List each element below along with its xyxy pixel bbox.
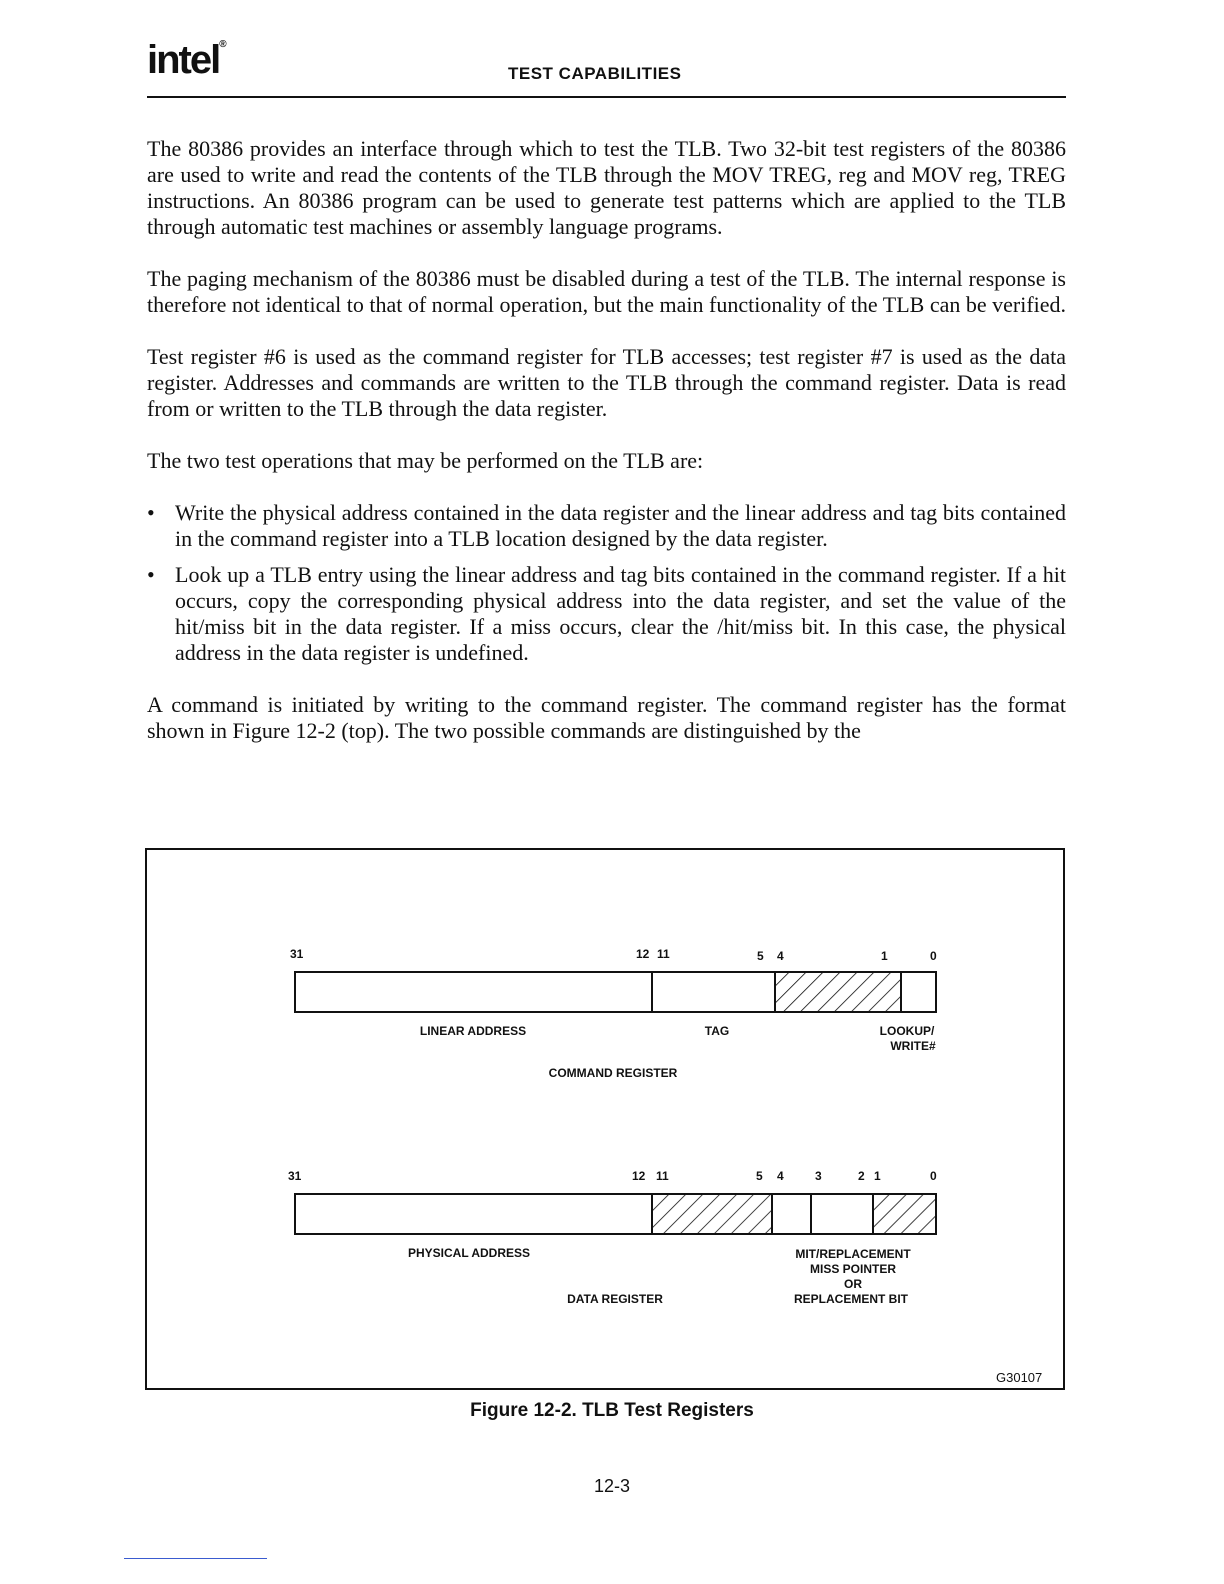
bit-label: 1 — [874, 1169, 881, 1183]
field-label-hit: MIT/REPLACEMENT — [795, 1247, 911, 1261]
intel-logo — [147, 40, 225, 80]
page-number: 12-3 — [593, 1476, 631, 1496]
field-label-replacement-bit: REPLACEMENT BIT — [794, 1292, 908, 1306]
field-label-linear-address: LINEAR ADDRESS — [419, 1024, 527, 1038]
paragraph-2: The paging mechanism of the 80386 must be disabled during a test of the TLB. The internal response is therefore not identical to that of normal operation, but the main functionality of the TLB can be verified. — [147, 266, 1067, 317]
figure-caption: Figure 12-2. TLB Test Registers — [470, 1400, 754, 1421]
bit-label: 0 — [930, 949, 937, 963]
bit-label: 0 — [930, 1169, 937, 1183]
paragraph-5: A command is initiated by writing to the command register. The command register has the format shown in Figure 12-2 (top). The two possible commands are distinguished by the — [147, 692, 1066, 743]
reserved-field-hatched — [652, 1194, 772, 1234]
bullet-icon: • — [147, 500, 155, 525]
logo-text: intel — [147, 38, 220, 82]
bit-label: 5 — [756, 1169, 763, 1183]
field-label-miss-pointer: MISS POINTER — [809, 1262, 897, 1276]
bit-label: 4 — [777, 949, 784, 963]
paragraph-4: The two test operations that may be performed on the TLB are: — [147, 448, 704, 473]
figure-id: G30107 — [996, 1370, 1043, 1385]
list-item-text: Write the physical address contained in the data register and the linear address and tag bits contained in the command register into a TLB location designed by the data register. — [175, 500, 1066, 551]
bit-label: 4 — [777, 1169, 784, 1183]
bit-label: 31 — [290, 947, 304, 961]
footer-rule — [124, 1558, 267, 1559]
list-item — [147, 562, 1066, 666]
paragraph-1: The 80386 provides an interface through which to test the TLB. Two 32-bit test registers of the 80386 are used to write and read the contents of the TLB through the MOV TREG, reg and MOV reg, TREG instructions. An 80386 program can be used to generate test patterns which are applied to the TLB through automatic test machines or assembly language programs. — [147, 136, 1066, 239]
field-label-write: WRITE# — [890, 1039, 936, 1053]
bit-label: 3 — [815, 1169, 822, 1183]
running-head: TEST CAPABILITIES — [508, 64, 682, 83]
bit-label: 12 — [632, 1169, 646, 1183]
bit-label: 11 — [657, 947, 670, 961]
body-text — [147, 136, 1066, 744]
bullet-list — [147, 500, 1066, 666]
header-rule — [147, 96, 1066, 98]
field-label-tag: TAG — [704, 1024, 730, 1038]
bit-label: 12 — [636, 947, 650, 961]
data-register-diagram — [288, 1169, 937, 1306]
registered-mark: ® — [219, 39, 225, 50]
list-item-text: Look up a TLB entry using the linear address and tag bits contained in the command register. If a hit occurs, copy the corresponding physical address into the data register, and set the value of the hit/miss bit in the data register. If a miss occurs, clear the /hit/miss bit. In this case, the physical address in the data register is undefined. — [175, 562, 1066, 665]
bit-label: 31 — [288, 1169, 302, 1183]
list-item — [147, 500, 1066, 552]
bit-label: 11 — [656, 1169, 669, 1183]
bullet-icon: • — [147, 562, 155, 587]
figure-frame — [145, 848, 1065, 1390]
reserved-field-hatched — [775, 972, 901, 1012]
field-label-or: OR — [844, 1277, 862, 1291]
paragraph-3: Test register #6 is used as the command register for TLB accesses; test register #7 is used as the data register. Addresses and commands are written to the TLB through the command register. Data is read from or written to the TLB through the data register. — [147, 344, 1066, 421]
data-register-title: DATA REGISTER — [567, 1292, 663, 1306]
bit-label: 2 — [858, 1169, 865, 1183]
command-register-title: COMMAND REGISTER — [548, 1066, 678, 1080]
field-label-physical-address: PHYSICAL ADDRESS — [407, 1246, 531, 1260]
command-register-diagram — [290, 947, 937, 1080]
bit-label: 1 — [881, 949, 888, 963]
field-label-lookup: LOOKUP/ — [879, 1024, 935, 1038]
reserved-field-hatched — [873, 1194, 936, 1234]
data-register-box — [295, 1194, 936, 1234]
tlb-register-diagram — [147, 850, 1063, 1388]
bit-label: 5 — [757, 949, 764, 963]
